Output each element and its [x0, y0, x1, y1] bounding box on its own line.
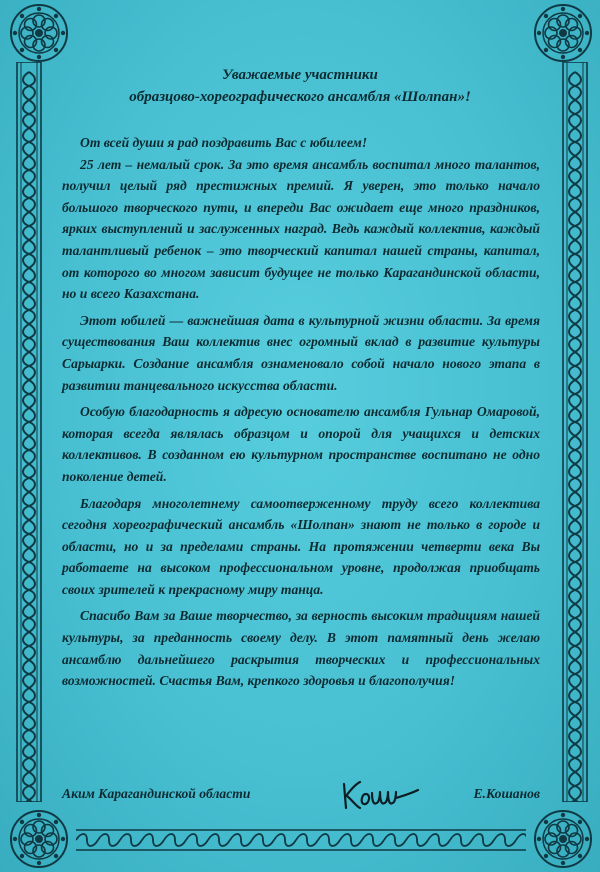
corner-ornament-top-right: [530, 0, 596, 66]
handwritten-signature: [338, 776, 422, 812]
signer-position: Аким Карагандинской области: [62, 786, 251, 801]
signer-name: Е.Кошанов: [473, 786, 540, 801]
corner-ornament-top-left: [6, 0, 72, 66]
letter-body: [62, 132, 540, 697]
heading-line-2: образцово-хореографического ансамбля «Шолпан»!: [129, 89, 471, 105]
paragraph-recognition: Благодаря многолетнему самоотверженному труду всего коллектива сегодня хореографический ансамбль «Шолпан» знают не только в городе и области, но и за пределами страны. На протяжении четверти века Вы работаете на высоком профессиональном уровне, продолжая приобщать своих зрителей к прекрасному миру танца.: [62, 495, 540, 597]
paragraph-jubilee: Этот юбилей — важнейшая дата в культурной жизни области. За время существования Ваш коллектив внес огромный вклад в развитие культуры Сарыарки. Создание ансамбля ознаменовало собой начало нового этапа в развитии танцевального искусства области.: [62, 312, 540, 393]
letter-heading: [60, 64, 540, 108]
letter-footer: [62, 776, 540, 816]
paragraph-greeting: От всей души я рад поздравить Вас с юбилеем!: [80, 135, 368, 150]
bottom-border-ornament: [76, 826, 526, 854]
left-border-ornament: [16, 62, 42, 802]
paragraph-gratitude: Особую благодарность я адресую основателю ансамбля Гульнар Омаровой, которая всегда являлась образцом и опорой для учащихся и детских коллективов. В созданном ею культурном пространстве воспитано не одно поколение детей.: [62, 404, 540, 484]
paragraph-wishes: Спасибо Вам за Ваше творчество, за верность высоким традициям нашей культуры, за преданность своему делу. В этот памятный день желаю ансамблю дальнейшего раскрытия творческих и профессиональных возможностей. Счастья Вам, крепкого здоровья и благополучия!: [62, 608, 540, 689]
paragraph-anniversary: 25 лет – немалый срок. За это время ансамбль воспитал много талантов, получил целый ряд престижных премий. Я уверен, это только начало большого творческого пути, и впереди Вас ожидает еще много праздников, ярких выступлений и заслуженных наград. Ведь каждый коллектив, каждый талантливый ребенок – это творческий капитал нашей страны, капитал, от которого во многом зависит будущее не только Карагандинской области, но и всего Казахстана.: [62, 156, 540, 302]
heading-line-1: Уважаемые участники: [222, 67, 378, 83]
right-border-ornament: [562, 62, 588, 802]
